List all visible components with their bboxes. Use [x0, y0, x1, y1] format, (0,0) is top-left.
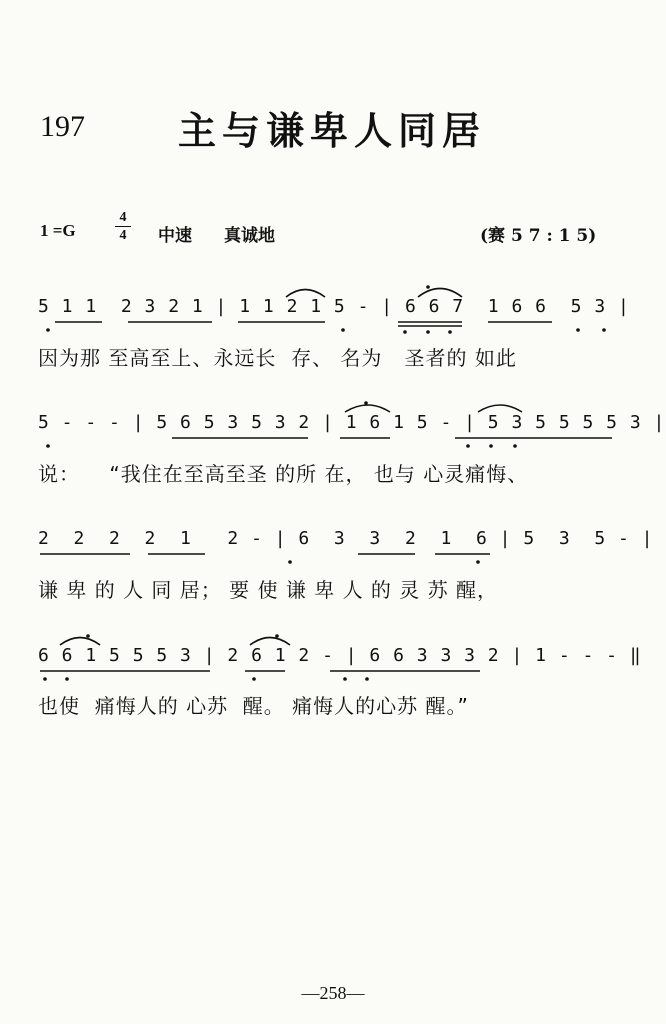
hymn-number: 197: [40, 110, 85, 143]
scripture-reference: (赛 5 7 : 1 5): [480, 226, 597, 246]
slur-mark: [478, 405, 522, 412]
slur-mark: [250, 638, 290, 646]
lyrics-line-2: 说： “我住在至高至圣 的所 在， 也与 心灵痛悔、: [38, 462, 529, 486]
lyrics-line-3: 谦 卑 的 人 同 居； 要 使 谦 卑 人 的 灵 苏 醒，: [38, 578, 499, 602]
tempo-marking: 中速: [158, 226, 192, 246]
notation-line-3: 2 2 2 2 1 2 - | 6 3 3 2 1 6 | 5 3 5 - |: [38, 528, 654, 549]
page-number: —258—: [301, 983, 365, 1003]
slur-mark: [345, 405, 390, 412]
slur-mark: [60, 638, 100, 646]
lyrics-line-1: 因为那 至高至上、永远长 存、 名为 圣者的 如此: [38, 346, 517, 370]
notation-line-2: 5 - - - | 5 6 5 3 5 3 2 | 1 6 1 5 - | 5 3 5 5 5 5 3 |: [38, 412, 666, 433]
key-signature: 1 =G: [40, 221, 76, 240]
notation-line-4: 6 6 1 5 5 5 3 | 2 6 1 2 - | 6 6 3 3 3 2 | 1 - - - ‖: [38, 645, 642, 666]
expression-marking: 真诚地: [224, 226, 275, 246]
hymn-title: 主与谦卑人同居: [178, 108, 487, 153]
time-signature-bottom: 4: [119, 228, 127, 243]
time-signature-top: 4: [119, 210, 127, 225]
lyrics-line-4: 也使 痛悔人的 心苏 醒。 痛悔人的心苏 醒。”: [38, 694, 469, 718]
notation-line-1: 5 1 1 2 3 2 1 | 1 1 2 1 5 - | 6 6 7 1 6 6 5 3 |: [38, 296, 630, 317]
time-signature: [115, 209, 131, 244]
